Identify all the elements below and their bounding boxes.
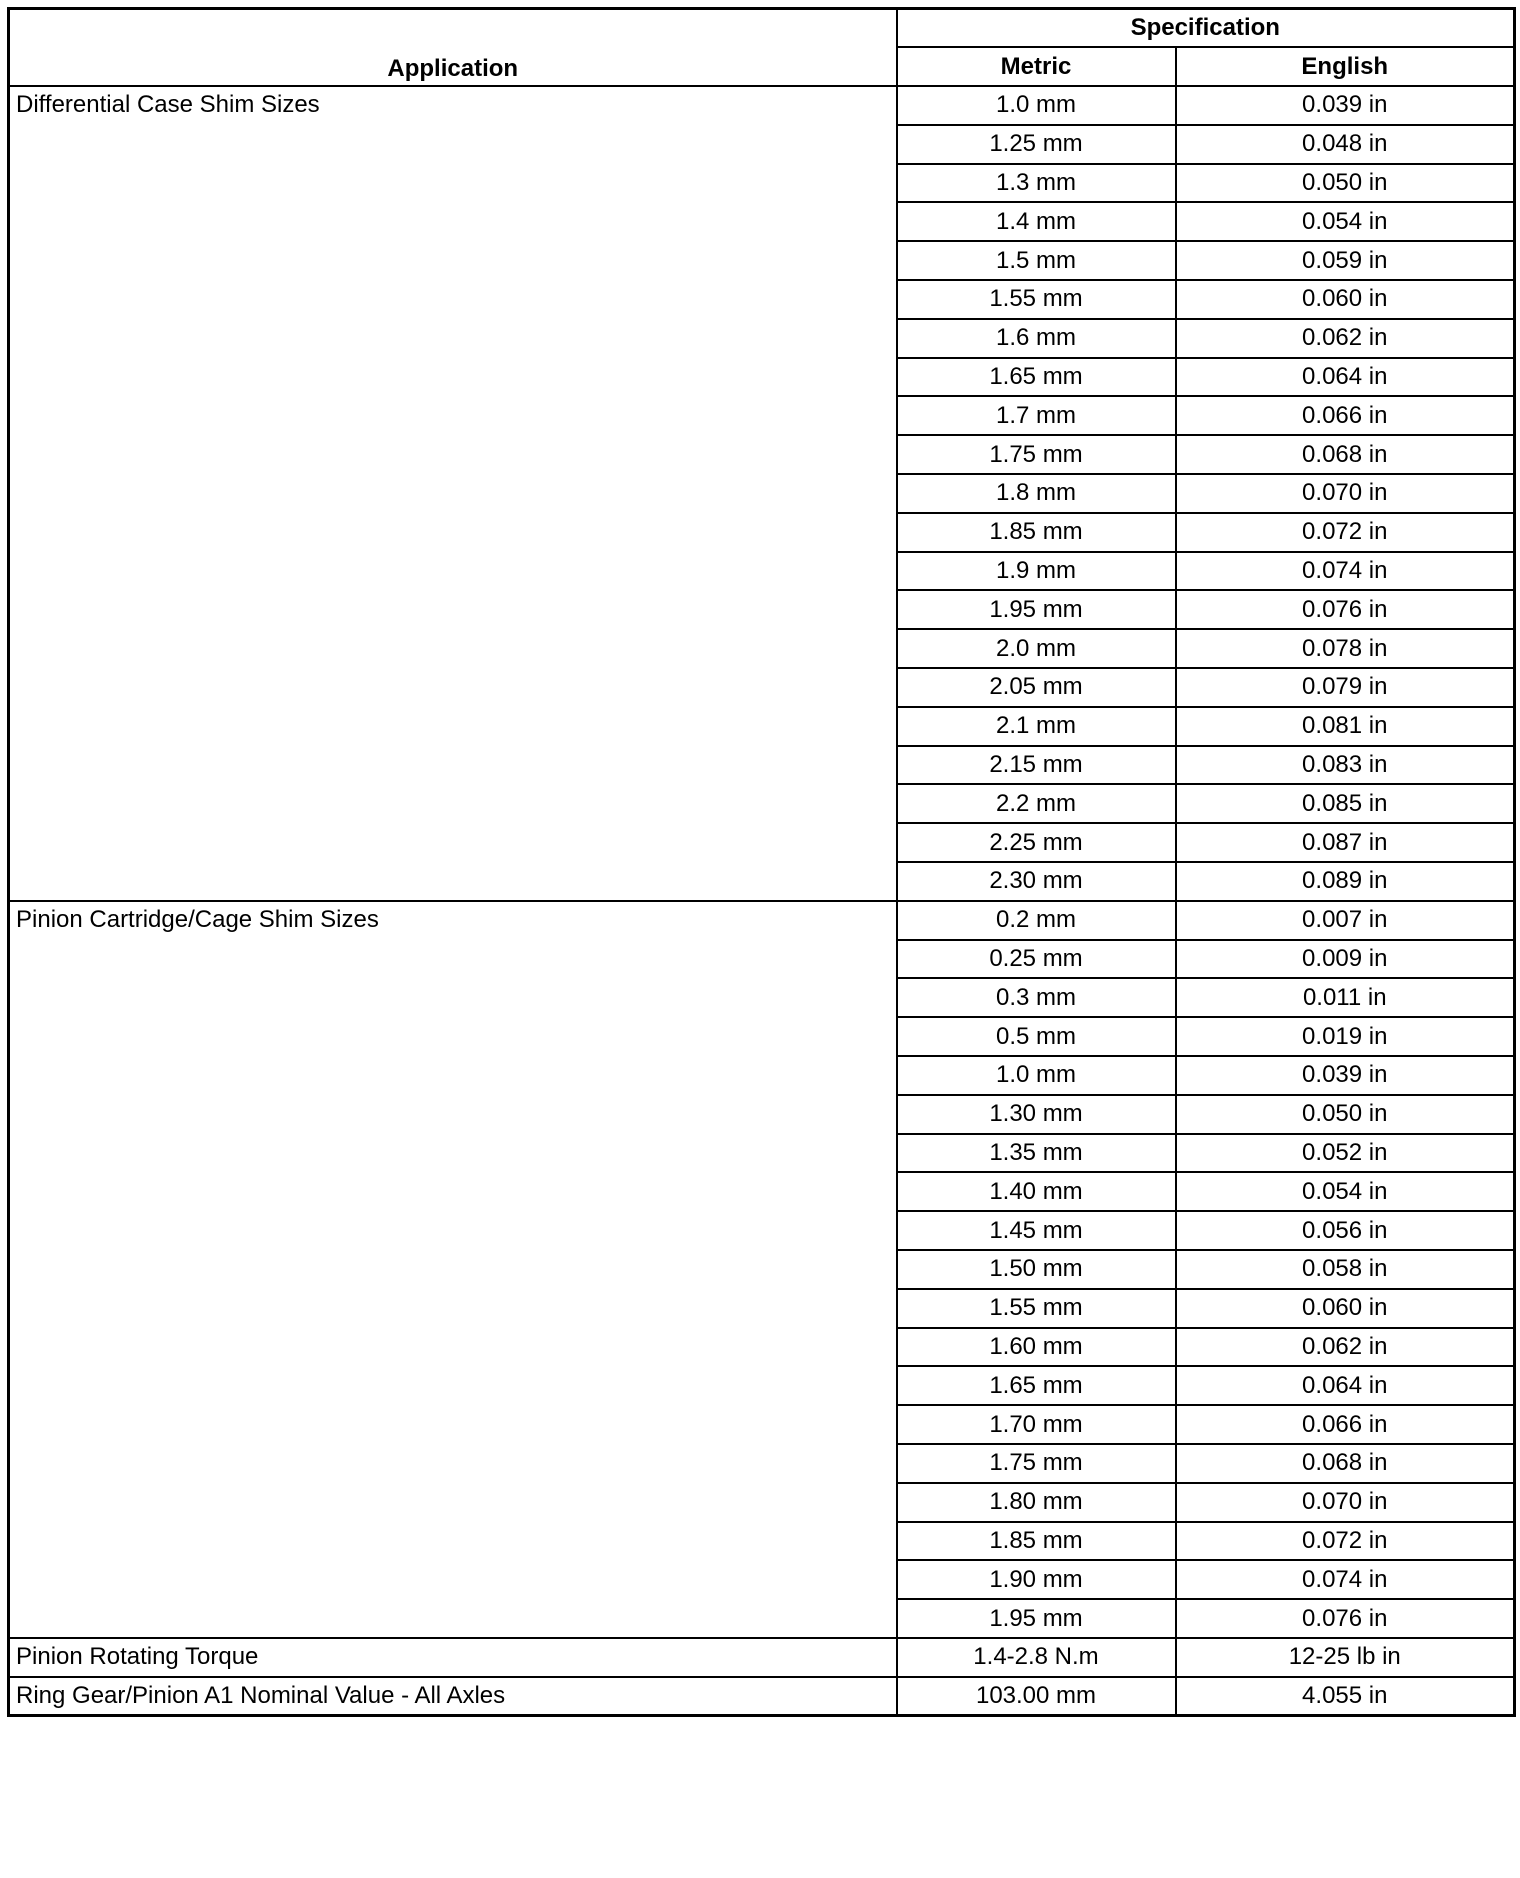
english-value: 0.058 in [1176, 1250, 1515, 1289]
metric-value: 2.30 mm [897, 862, 1176, 901]
table-row [9, 1677, 1515, 1716]
english-value: 0.054 in [1176, 1172, 1515, 1211]
english-value: 0.048 in [1176, 125, 1515, 164]
english-value: 0.079 in [1176, 668, 1515, 707]
metric-value: 1.4-2.8 N.m [897, 1638, 1176, 1677]
english-value: 0.064 in [1176, 358, 1515, 397]
table-row [9, 86, 1515, 125]
english-value: 0.083 in [1176, 746, 1515, 785]
specification-table [7, 7, 1516, 1717]
metric-value: 1.30 mm [897, 1095, 1176, 1134]
specification-header: Specification [897, 9, 1515, 48]
header-row-top [9, 9, 1515, 48]
metric-value: 103.00 mm [897, 1677, 1176, 1716]
metric-value: 1.45 mm [897, 1211, 1176, 1250]
metric-value: 1.55 mm [897, 280, 1176, 319]
metric-value: 2.1 mm [897, 707, 1176, 746]
metric-value: 2.0 mm [897, 629, 1176, 668]
english-value: 0.068 in [1176, 1444, 1515, 1483]
english-value: 0.070 in [1176, 474, 1515, 513]
metric-value: 2.15 mm [897, 746, 1176, 785]
table-header [9, 9, 1515, 87]
english-value: 0.064 in [1176, 1366, 1515, 1405]
english-value: 0.076 in [1176, 590, 1515, 629]
metric-value: 1.90 mm [897, 1560, 1176, 1599]
application-cell: Pinion Cartridge/Cage Shim Sizes [9, 901, 897, 1638]
english-value: 0.062 in [1176, 1328, 1515, 1367]
metric-value: 0.25 mm [897, 940, 1176, 979]
english-value: 0.009 in [1176, 940, 1515, 979]
metric-value: 1.50 mm [897, 1250, 1176, 1289]
metric-value: 1.7 mm [897, 396, 1176, 435]
english-value: 0.039 in [1176, 86, 1515, 125]
metric-value: 0.3 mm [897, 978, 1176, 1017]
metric-value: 2.05 mm [897, 668, 1176, 707]
english-value: 0.056 in [1176, 1211, 1515, 1250]
english-value: 0.081 in [1176, 707, 1515, 746]
english-value: 0.066 in [1176, 1405, 1515, 1444]
english-value: 0.062 in [1176, 319, 1515, 358]
english-value: 0.007 in [1176, 901, 1515, 940]
english-value: 0.074 in [1176, 1560, 1515, 1599]
metric-value: 1.85 mm [897, 1522, 1176, 1561]
metric-value: 0.2 mm [897, 901, 1176, 940]
english-value: 12-25 lb in [1176, 1638, 1515, 1677]
table-row [9, 901, 1515, 940]
english-value: 0.050 in [1176, 164, 1515, 203]
metric-value: 2.25 mm [897, 823, 1176, 862]
metric-value: 1.4 mm [897, 202, 1176, 241]
english-value: 0.070 in [1176, 1483, 1515, 1522]
english-value: 0.085 in [1176, 784, 1515, 823]
english-value: 0.087 in [1176, 823, 1515, 862]
metric-header: Metric [897, 47, 1176, 86]
metric-value: 1.9 mm [897, 552, 1176, 591]
english-value: 0.060 in [1176, 1289, 1515, 1328]
metric-value: 1.35 mm [897, 1134, 1176, 1173]
metric-value: 1.60 mm [897, 1328, 1176, 1367]
metric-value: 1.5 mm [897, 241, 1176, 280]
metric-value: 1.95 mm [897, 590, 1176, 629]
metric-value: 1.70 mm [897, 1405, 1176, 1444]
english-value: 0.072 in [1176, 513, 1515, 552]
application-cell: Differential Case Shim Sizes [9, 86, 897, 901]
metric-value: 1.95 mm [897, 1599, 1176, 1638]
english-value: 0.076 in [1176, 1599, 1515, 1638]
metric-value: 1.80 mm [897, 1483, 1176, 1522]
english-value: 0.050 in [1176, 1095, 1515, 1134]
metric-value: 1.25 mm [897, 125, 1176, 164]
english-value: 0.011 in [1176, 978, 1515, 1017]
english-value: 0.052 in [1176, 1134, 1515, 1173]
english-value: 0.074 in [1176, 552, 1515, 591]
english-value: 0.068 in [1176, 435, 1515, 474]
table-row [9, 1638, 1515, 1677]
english-value: 4.055 in [1176, 1677, 1515, 1716]
english-header: English [1176, 47, 1515, 86]
english-value: 0.066 in [1176, 396, 1515, 435]
metric-value: 1.0 mm [897, 86, 1176, 125]
metric-value: 1.0 mm [897, 1056, 1176, 1095]
application-cell: Pinion Rotating Torque [9, 1638, 897, 1677]
metric-value: 2.2 mm [897, 784, 1176, 823]
metric-value: 1.75 mm [897, 435, 1176, 474]
metric-value: 1.55 mm [897, 1289, 1176, 1328]
english-value: 0.039 in [1176, 1056, 1515, 1095]
metric-value: 1.65 mm [897, 358, 1176, 397]
metric-value: 1.65 mm [897, 1366, 1176, 1405]
metric-value: 0.5 mm [897, 1017, 1176, 1056]
table-body [9, 86, 1515, 1715]
english-value: 0.089 in [1176, 862, 1515, 901]
metric-value: 1.75 mm [897, 1444, 1176, 1483]
english-value: 0.019 in [1176, 1017, 1515, 1056]
application-header: Application [9, 9, 897, 87]
metric-value: 1.40 mm [897, 1172, 1176, 1211]
metric-value: 1.8 mm [897, 474, 1176, 513]
english-value: 0.060 in [1176, 280, 1515, 319]
english-value: 0.054 in [1176, 202, 1515, 241]
metric-value: 1.85 mm [897, 513, 1176, 552]
english-value: 0.078 in [1176, 629, 1515, 668]
application-cell: Ring Gear/Pinion A1 Nominal Value - All Axles [9, 1677, 897, 1716]
metric-value: 1.6 mm [897, 319, 1176, 358]
metric-value: 1.3 mm [897, 164, 1176, 203]
english-value: 0.059 in [1176, 241, 1515, 280]
english-value: 0.072 in [1176, 1522, 1515, 1561]
